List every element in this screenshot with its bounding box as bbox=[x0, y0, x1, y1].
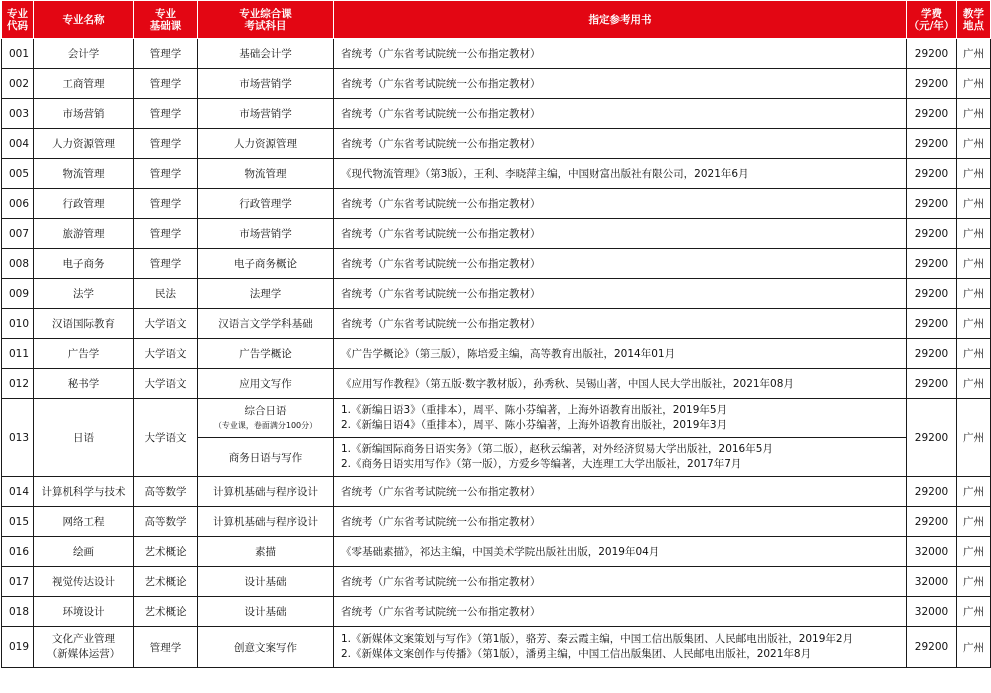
row-code: 013 bbox=[2, 399, 34, 477]
row-basic: 高等数学 bbox=[134, 477, 198, 507]
row-books: 省统考（广东省考试院统一公布指定教材） bbox=[334, 219, 907, 249]
row-books: 《零基础素描》，祁达主编，中国美术学院出版社出版，2019年04月 bbox=[334, 537, 907, 567]
row-major: 环境设计 bbox=[34, 597, 134, 627]
row-basic: 艺术概论 bbox=[134, 597, 198, 627]
row-exam: 市场营销学 bbox=[198, 219, 334, 249]
row-major: 物流管理 bbox=[34, 159, 134, 189]
row-books: 1.《新编日语3》（重排本），周平、陈小芬编著，上海外语教育出版社，2019年5月 2.《新编日语4》（重排本），周平、陈小芬编著，上海外语教育出版社，2019年3月 bbox=[334, 399, 907, 438]
row-fee: 29200 bbox=[907, 279, 957, 309]
row-location: 广州 bbox=[957, 309, 991, 339]
row-basic: 管理学 bbox=[134, 219, 198, 249]
row-major: 视觉传达设计 bbox=[34, 567, 134, 597]
row-books: 1.《新编国际商务日语实务》（第二版），赵秋云编著，对外经济贸易大学出版社，2016年5月 2.《商务日语实用写作》（第一版），方爱乡等编著，大连理工大学出版社，2017年7月 bbox=[334, 438, 907, 477]
row-fee: 29200 bbox=[907, 189, 957, 219]
row-location: 广州 bbox=[957, 537, 991, 567]
row-code: 007 bbox=[2, 219, 34, 249]
row-location: 广州 bbox=[957, 249, 991, 279]
row-fee: 29200 bbox=[907, 39, 957, 69]
table-row bbox=[2, 477, 991, 507]
table-row bbox=[2, 189, 991, 219]
row-books: 省统考（广东省考试院统一公布指定教材） bbox=[334, 249, 907, 279]
table-row bbox=[2, 159, 991, 189]
row-major: 旅游管理 bbox=[34, 219, 134, 249]
majors-table bbox=[1, 0, 991, 668]
row-basic: 管理学 bbox=[134, 129, 198, 159]
row-books: 《应用写作教程》（第五版·数字教材版），孙秀秋、吴锡山著，中国人民大学出版社，2021年08月 bbox=[334, 369, 907, 399]
row-basic: 管理学 bbox=[134, 69, 198, 99]
row-exam: 广告学概论 bbox=[198, 339, 334, 369]
row-exam bbox=[198, 399, 334, 438]
exam-name: 综合日语 bbox=[244, 404, 287, 417]
row-fee: 29200 bbox=[907, 369, 957, 399]
row-exam: 商务日语与写作 bbox=[198, 438, 334, 477]
row-fee: 29200 bbox=[907, 339, 957, 369]
row-code: 001 bbox=[2, 39, 34, 69]
row-basic: 管理学 bbox=[134, 159, 198, 189]
row-books: 省统考（广东省考试院统一公布指定教材） bbox=[334, 477, 907, 507]
row-location: 广州 bbox=[957, 399, 991, 477]
row-fee: 32000 bbox=[907, 597, 957, 627]
row-books: 省统考（广东省考试院统一公布指定教材） bbox=[334, 99, 907, 129]
row-basic: 艺术概论 bbox=[134, 537, 198, 567]
row-code: 011 bbox=[2, 339, 34, 369]
row-major: 秘书学 bbox=[34, 369, 134, 399]
exam-note: （专业课，卷面满分100分） bbox=[213, 420, 318, 430]
row-basic: 大学语文 bbox=[134, 399, 198, 477]
row-location: 广州 bbox=[957, 369, 991, 399]
row-exam: 人力资源管理 bbox=[198, 129, 334, 159]
table-row bbox=[2, 99, 991, 129]
row-location: 广州 bbox=[957, 189, 991, 219]
header-row bbox=[2, 1, 991, 39]
row-exam: 应用文写作 bbox=[198, 369, 334, 399]
header-code: 专业 代码 bbox=[2, 1, 34, 39]
row-code: 009 bbox=[2, 279, 34, 309]
row-basic: 管理学 bbox=[134, 99, 198, 129]
table-row bbox=[2, 507, 991, 537]
row-books: 省统考（广东省考试院统一公布指定教材） bbox=[334, 189, 907, 219]
row-books: 省统考（广东省考试院统一公布指定教材） bbox=[334, 69, 907, 99]
row-books: 《广告学概论》（第三版），陈培爱主编，高等教育出版社，2014年01月 bbox=[334, 339, 907, 369]
row-fee: 29200 bbox=[907, 309, 957, 339]
row-code: 016 bbox=[2, 537, 34, 567]
row-code: 014 bbox=[2, 477, 34, 507]
table-row bbox=[2, 249, 991, 279]
row-books: 省统考（广东省考试院统一公布指定教材） bbox=[334, 309, 907, 339]
row-books: 省统考（广东省考试院统一公布指定教材） bbox=[334, 567, 907, 597]
row-code: 006 bbox=[2, 189, 34, 219]
header-basic: 专业 基础课 bbox=[134, 1, 198, 39]
row-fee: 29200 bbox=[907, 249, 957, 279]
row-location: 广州 bbox=[957, 39, 991, 69]
row-location: 广州 bbox=[957, 159, 991, 189]
row-basic: 民法 bbox=[134, 279, 198, 309]
table-row-japanese-1 bbox=[2, 399, 991, 438]
row-major: 人力资源管理 bbox=[34, 129, 134, 159]
row-basic: 大学语文 bbox=[134, 369, 198, 399]
row-location: 广州 bbox=[957, 597, 991, 627]
row-books: 省统考（广东省考试院统一公布指定教材） bbox=[334, 39, 907, 69]
row-code: 002 bbox=[2, 69, 34, 99]
table-row bbox=[2, 129, 991, 159]
table-row bbox=[2, 567, 991, 597]
row-exam: 行政管理学 bbox=[198, 189, 334, 219]
row-code: 018 bbox=[2, 597, 34, 627]
table-row bbox=[2, 339, 991, 369]
row-code: 019 bbox=[2, 627, 34, 668]
table-row bbox=[2, 279, 991, 309]
row-fee: 29200 bbox=[907, 129, 957, 159]
row-location: 广州 bbox=[957, 339, 991, 369]
table-row bbox=[2, 219, 991, 249]
table-row bbox=[2, 69, 991, 99]
header-exam: 专业综合课 考试科目 bbox=[198, 1, 334, 39]
row-major: 工商管理 bbox=[34, 69, 134, 99]
row-code: 015 bbox=[2, 507, 34, 537]
row-fee: 29200 bbox=[907, 399, 957, 477]
row-major: 广告学 bbox=[34, 339, 134, 369]
row-fee: 29200 bbox=[907, 219, 957, 249]
row-basic: 管理学 bbox=[134, 627, 198, 668]
row-exam: 物流管理 bbox=[198, 159, 334, 189]
table-row bbox=[2, 537, 991, 567]
row-exam: 创意文案写作 bbox=[198, 627, 334, 668]
row-exam: 基础会计学 bbox=[198, 39, 334, 69]
table-row bbox=[2, 627, 991, 668]
row-exam: 电子商务概论 bbox=[198, 249, 334, 279]
row-fee: 29200 bbox=[907, 477, 957, 507]
row-code: 010 bbox=[2, 309, 34, 339]
row-location: 广州 bbox=[957, 477, 991, 507]
row-books: 省统考（广东省考试院统一公布指定教材） bbox=[334, 597, 907, 627]
row-books: 省统考（广东省考试院统一公布指定教材） bbox=[334, 507, 907, 537]
row-major: 市场营销 bbox=[34, 99, 134, 129]
row-books: 省统考（广东省考试院统一公布指定教材） bbox=[334, 279, 907, 309]
row-location: 广州 bbox=[957, 507, 991, 537]
row-location: 广州 bbox=[957, 69, 991, 99]
row-basic: 管理学 bbox=[134, 189, 198, 219]
row-fee: 29200 bbox=[907, 507, 957, 537]
row-location: 广州 bbox=[957, 567, 991, 597]
row-basic: 管理学 bbox=[134, 249, 198, 279]
header-books: 指定参考用书 bbox=[334, 1, 907, 39]
table-row bbox=[2, 369, 991, 399]
row-code: 003 bbox=[2, 99, 34, 129]
header-location: 教学 地点 bbox=[957, 1, 991, 39]
row-fee: 29200 bbox=[907, 159, 957, 189]
row-basic: 管理学 bbox=[134, 39, 198, 69]
row-basic: 大学语文 bbox=[134, 339, 198, 369]
row-basic: 大学语文 bbox=[134, 309, 198, 339]
row-major: 日语 bbox=[34, 399, 134, 477]
row-major: 汉语国际教育 bbox=[34, 309, 134, 339]
row-code: 005 bbox=[2, 159, 34, 189]
row-books: 省统考（广东省考试院统一公布指定教材） bbox=[334, 129, 907, 159]
row-code: 004 bbox=[2, 129, 34, 159]
row-location: 广州 bbox=[957, 99, 991, 129]
row-exam: 市场营销学 bbox=[198, 99, 334, 129]
row-exam: 市场营销学 bbox=[198, 69, 334, 99]
row-fee: 32000 bbox=[907, 567, 957, 597]
row-major: 会计学 bbox=[34, 39, 134, 69]
row-major: 计算机科学与技术 bbox=[34, 477, 134, 507]
row-major: 网络工程 bbox=[34, 507, 134, 537]
row-exam: 素描 bbox=[198, 537, 334, 567]
table-row bbox=[2, 597, 991, 627]
row-location: 广州 bbox=[957, 279, 991, 309]
row-exam: 法理学 bbox=[198, 279, 334, 309]
row-code: 008 bbox=[2, 249, 34, 279]
row-fee: 32000 bbox=[907, 537, 957, 567]
header-major: 专业名称 bbox=[34, 1, 134, 39]
row-books: 《现代物流管理》（第3版），王利、李晓萍主编，中国财富出版社有限公司，2021年6月 bbox=[334, 159, 907, 189]
row-exam: 设计基础 bbox=[198, 597, 334, 627]
table-row bbox=[2, 39, 991, 69]
row-code: 017 bbox=[2, 567, 34, 597]
row-fee: 29200 bbox=[907, 627, 957, 668]
row-exam: 设计基础 bbox=[198, 567, 334, 597]
header-fee: 学费 （元/年） bbox=[907, 1, 957, 39]
row-major: 电子商务 bbox=[34, 249, 134, 279]
row-fee: 29200 bbox=[907, 69, 957, 99]
row-code: 012 bbox=[2, 369, 34, 399]
row-basic: 高等数学 bbox=[134, 507, 198, 537]
row-basic: 艺术概论 bbox=[134, 567, 198, 597]
row-major: 绘画 bbox=[34, 537, 134, 567]
row-location: 广州 bbox=[957, 219, 991, 249]
row-major: 文化产业管理 （新媒体运营） bbox=[34, 627, 134, 668]
row-fee: 29200 bbox=[907, 99, 957, 129]
row-exam: 计算机基础与程序设计 bbox=[198, 477, 334, 507]
row-location: 广州 bbox=[957, 129, 991, 159]
table-row bbox=[2, 309, 991, 339]
row-major: 行政管理 bbox=[34, 189, 134, 219]
row-exam: 汉语言文学学科基础 bbox=[198, 309, 334, 339]
row-major: 法学 bbox=[34, 279, 134, 309]
row-location: 广州 bbox=[957, 627, 991, 668]
row-exam: 计算机基础与程序设计 bbox=[198, 507, 334, 537]
row-books: 1.《新媒体文案策划与写作》（第1版），骆芳、秦云霞主编，中国工信出版集团、人民邮电出版社，2019年2月 2.《新媒体文案创作与传播》（第1版），潘勇主编，中国工信出版集团、人民邮电出版社，2021年8月 bbox=[334, 627, 907, 668]
